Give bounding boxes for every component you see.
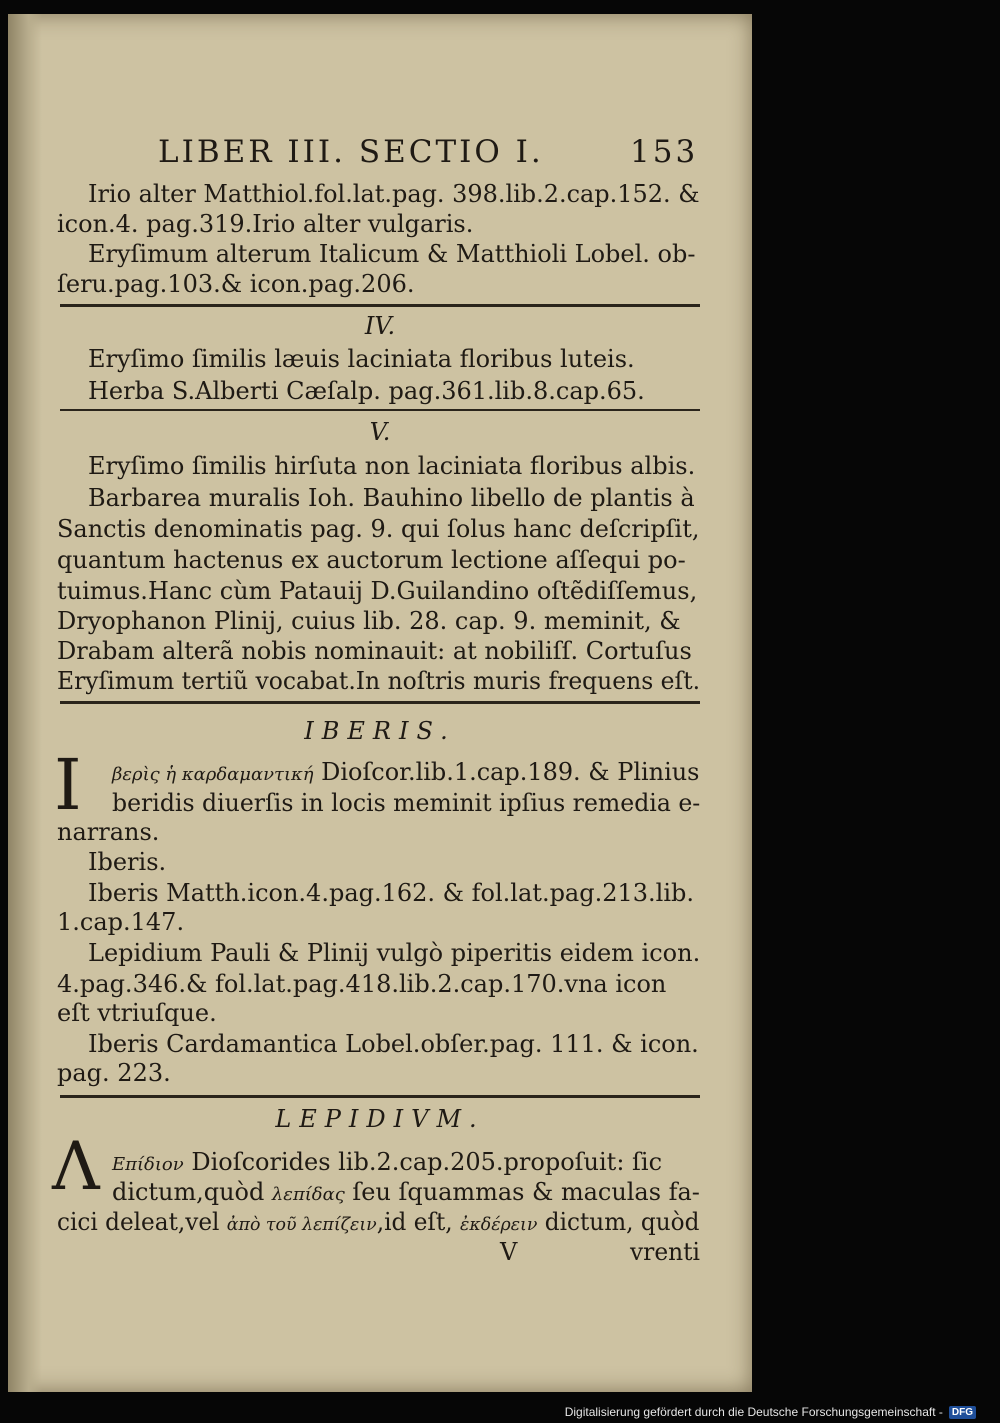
page-number: 153 <box>630 134 699 170</box>
section-heading-iv: IV. <box>364 312 396 340</box>
text-line: pag. 223. <box>57 1059 171 1087</box>
text-line: Eryſimum alterum Italicum & Matthioli Lobel. ob- <box>88 240 696 268</box>
text-line: Iberis Cardamantica Lobel.obſer.pag. 111. & icon. <box>88 1030 699 1058</box>
text-line: Dryophanon Plinij, cuius lib. 28. cap. 9. meminit, & <box>57 607 681 635</box>
text-line: Drabam alterã nobis nominauit: at nobiliſſ. Cortuſus <box>57 637 692 665</box>
dfg-logo: DFG <box>949 1406 976 1419</box>
digitization-credit <box>565 1405 976 1419</box>
divider-rule <box>60 304 700 307</box>
text-line: Eryſimum tertiũ vocabat.In noſtris muris frequens eſt. <box>57 667 701 695</box>
text-line: ſeru.pag.103.& icon.pag.206. <box>57 270 415 298</box>
divider-rule <box>60 409 700 411</box>
text-line: Eryſimo ſimilis hirſuta non laciniata floribus albis. <box>88 452 696 480</box>
text-line: Herba S.Alberti Cæſalp. pag.361.lib.8.cap.65. <box>88 377 645 405</box>
text-line: Iberis Matth.icon.4.pag.162. & fol.lat.pag.213.lib. <box>88 879 695 907</box>
section-heading-v: V. <box>369 418 391 446</box>
divider-rule <box>60 1095 700 1098</box>
text-span: Dioſcor.lib.1.cap.189. & Plinius <box>313 758 700 786</box>
drop-capital: Λ <box>52 1128 100 1205</box>
greek-phrase: Επίδιον <box>112 1154 184 1175</box>
text-span: cici deleat,vel <box>57 1208 227 1236</box>
text-line <box>112 758 699 789</box>
text-line: eſt vtriuſque. <box>57 999 217 1027</box>
text-line <box>112 1178 700 1209</box>
text-line <box>57 1208 699 1239</box>
text-line: 1.cap.147. <box>57 908 185 936</box>
greek-phrase: ἐκδέρειν <box>460 1214 538 1235</box>
drop-capital: I <box>54 744 82 826</box>
text-line <box>112 1148 662 1179</box>
divider-rule <box>60 701 700 704</box>
text-line: quantum hactenus ex auctorum lectione aſſequi po- <box>57 546 686 574</box>
text-line: 4.pag.346.& fol.lat.pag.418.lib.2.cap.170.vna icon <box>57 970 667 998</box>
text-span: ,id eſt, <box>376 1208 461 1236</box>
section-heading-iberis: IBERIS. <box>304 717 456 745</box>
greek-phrase: βερὶς ἡ καρδαμαντική <box>112 764 314 785</box>
text-line: beridis diuerſis in locis meminit ipſius remedia e- <box>112 789 701 817</box>
text-line: Irio alter Matthiol.fol.lat.pag. 398.lib.2.cap.152. & <box>88 180 700 208</box>
text-line: Barbarea muralis Ioh. Bauhino libello de plantis à <box>88 484 695 512</box>
text-line: narrans. <box>57 818 160 846</box>
section-heading-lepidium: LEPIDIVM. <box>275 1105 485 1133</box>
credit-text: Digitalisierung gefördert durch die Deutsche Forschungsgemeinschaft - <box>564 1405 943 1419</box>
catchword: vrenti <box>630 1238 700 1266</box>
text-line: Lepidium Pauli & Plinij vulgò piperitis eidem icon. <box>88 939 701 967</box>
text-span: Dioſcorides lib.2.cap.205.propoſuit: ſic <box>183 1148 663 1176</box>
text-span: dictum, quòd <box>537 1208 700 1236</box>
page-gutter-shadow <box>8 14 42 1392</box>
text-line: Sanctis denominatis pag. 9. qui ſolus hanc deſcripſit, <box>57 515 700 543</box>
greek-phrase: ἀπὸ τοῦ λεπίζειν <box>226 1214 377 1235</box>
text-line: icon.4. pag.319.Irio alter vulgaris. <box>57 210 474 238</box>
text-span: dictum,quòd <box>112 1178 272 1206</box>
running-title: LIBER III. SECTIO I. <box>158 134 544 170</box>
text-span: ſeu ſquammas & maculas fa- <box>344 1178 700 1206</box>
greek-phrase: λεπίδας <box>271 1184 345 1205</box>
text-line: tuimus.Hanc cùm Patauij D.Guilandino oſtẽdiſſemus, <box>57 577 698 605</box>
text-line: Iberis. <box>88 848 167 876</box>
text-line: Eryſimo ſimilis læuis laciniata floribus luteis. <box>88 345 635 373</box>
signature-mark: V <box>500 1238 518 1266</box>
